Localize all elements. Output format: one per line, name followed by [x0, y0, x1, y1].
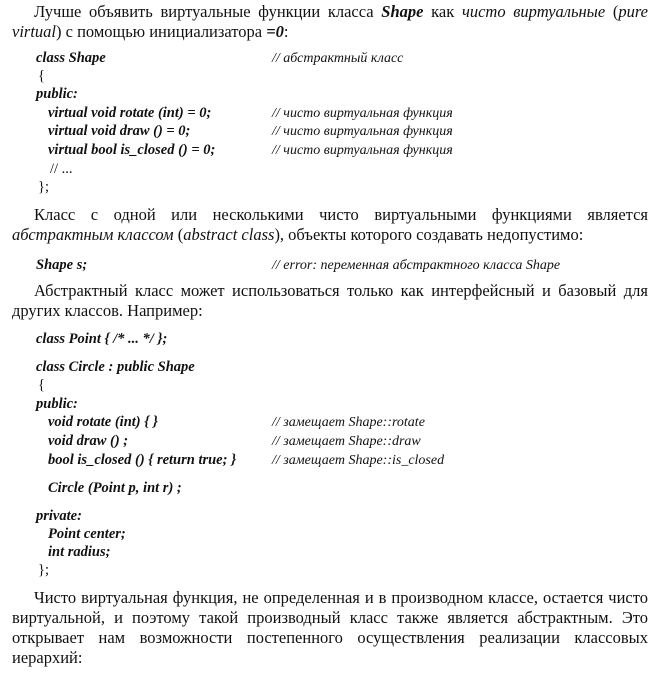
text-run: Чисто виртуальная функция, не определенная и в производном классе, остается чисто виртуальной, и поэтому такой производный класс также является абстрактным. Это открывает нам возможности постепенного осуществления реализации классовых иерархий:: [12, 588, 648, 667]
code-line: [0, 122, 658, 141]
code-text: class Shape: [36, 50, 106, 66]
code-text: virtual bool is_closed () = 0;: [48, 142, 216, 158]
code-text: {: [38, 377, 45, 393]
code-text: Shape s;: [36, 257, 88, 273]
code-line: [0, 330, 658, 349]
code-comment: // замещает Shape::draw: [272, 434, 421, 449]
code-comment: // абстрактный класс: [272, 51, 404, 66]
code-line: [0, 67, 658, 86]
intro-paragraph: [12, 2, 648, 42]
term-english: abstract class: [183, 225, 275, 244]
code-text: Point center;: [48, 526, 126, 542]
code-text: };: [38, 562, 49, 578]
text-run: Лучше объявить виртуальные функции класса: [34, 2, 382, 21]
term-english: pure virtual: [12, 2, 649, 41]
code-line: [0, 160, 658, 179]
code-text: Circle (Point p, int r) ;: [48, 480, 182, 496]
derived-class-paragraph: [12, 588, 648, 668]
code-comment: // чисто виртуальная функция: [272, 124, 453, 139]
term-italic: чисто виртуальные: [461, 2, 606, 21]
code-line: [0, 525, 658, 544]
term-italic: абстрактным классом: [12, 225, 174, 244]
code-line: [0, 395, 658, 414]
code-line: [0, 178, 658, 197]
code-line: [0, 507, 658, 526]
abstract-class-paragraph: [12, 205, 648, 245]
code-line: [0, 49, 658, 68]
code-line: [0, 543, 658, 562]
class-name-emphasis: Shape: [381, 2, 424, 21]
code-text: virtual void rotate (int) = 0;: [48, 105, 212, 121]
code-text: private:: [36, 508, 82, 524]
code-line: [0, 413, 658, 432]
code-line: [0, 256, 658, 275]
code-comment: // чисто виртуальная функция: [272, 143, 453, 158]
initializer-emphasis: =0: [266, 22, 284, 41]
code-text: bool is_closed () { return true; }: [48, 452, 237, 468]
code-text: class Circle : public Shape: [36, 359, 195, 375]
text-run: ), объекты которого создавать недопустимо:: [274, 225, 584, 244]
code-line: [0, 561, 658, 580]
text-run: (: [173, 225, 184, 244]
code-text: {: [38, 68, 45, 84]
code-line: [0, 376, 658, 395]
code-text: // ...: [50, 161, 73, 177]
code-line: [0, 141, 658, 160]
code-text: void rotate (int) { }: [48, 414, 158, 430]
code-text: virtual void draw () = 0;: [48, 123, 191, 139]
code-comment: // замещает Shape::is_closed: [272, 453, 445, 468]
text-run: (: [605, 2, 619, 21]
code-comment: // чисто виртуальная функция: [272, 106, 453, 121]
code-line: [0, 479, 658, 498]
code-line: [0, 104, 658, 123]
text-run: ) с помощью инициализатора: [56, 22, 267, 41]
code-text: class Point { /* ... */ };: [36, 331, 168, 347]
code-comment: // замещает Shape::rotate: [272, 415, 425, 430]
text-run: :: [283, 22, 289, 41]
usage-paragraph: [12, 281, 648, 321]
code-line: [0, 358, 658, 377]
code-line: [0, 432, 658, 451]
code-text: public:: [36, 86, 78, 102]
text-run: Класс с одной или несколькими чисто виртуальными функциями является: [34, 205, 648, 224]
code-line: [0, 451, 658, 470]
text-run: Абстрактный класс может использоваться только как интерфейсный и базовый для других классов. Например:: [12, 281, 648, 320]
code-text: public:: [36, 396, 78, 412]
code-text: void draw () ;: [48, 433, 129, 449]
code-text: int radius;: [48, 544, 111, 560]
code-line: [0, 85, 658, 104]
text-run: как: [423, 2, 462, 21]
code-comment: // error: переменная абстрактного класса Shape: [272, 258, 561, 273]
code-text: };: [38, 179, 49, 195]
